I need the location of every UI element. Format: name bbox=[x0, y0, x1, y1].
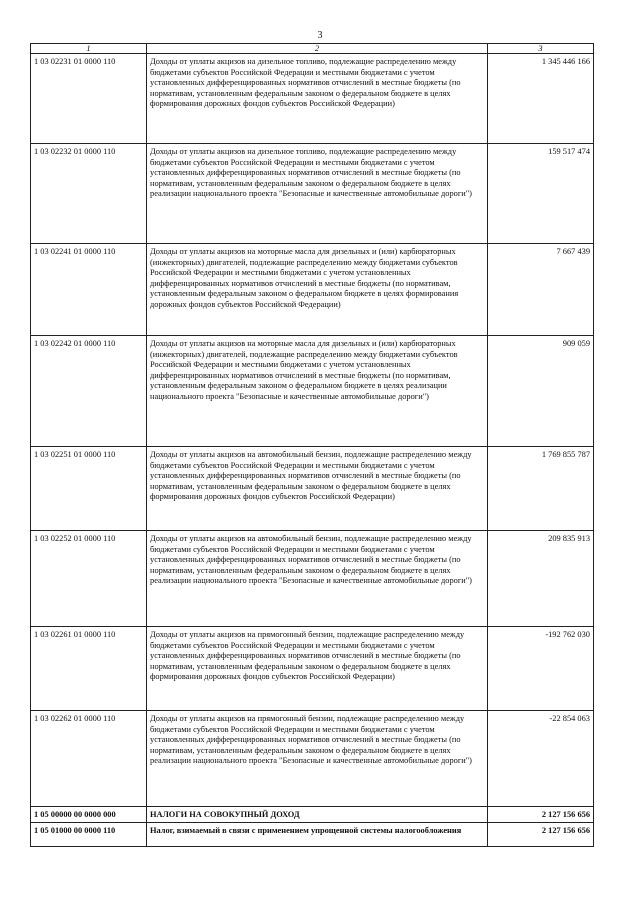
table-row bbox=[31, 711, 594, 807]
row-amount: 1 345 446 166 bbox=[488, 54, 594, 144]
table-header-row bbox=[31, 44, 594, 54]
row-description: Доходы от уплаты акцизов на дизельное топливо, подлежащие распределению между бюджетами субъектов Российской Федерации и местными бюджетами с учетом установленных дифференцированных нормативов отчислений в местные бюджеты (по нормативам, установленным федеральным законом о федеральном бюджете в целях формирования дорожных фондов субъектов Российской Федерации) bbox=[147, 54, 488, 144]
row-amount: 159 517 474 bbox=[488, 144, 594, 244]
table-row bbox=[31, 807, 594, 823]
row-description: Налог, взимаемый в связи с применением упрощенной системы налогообложения bbox=[147, 822, 488, 846]
table-row bbox=[31, 822, 594, 846]
table-row bbox=[31, 144, 594, 244]
row-amount: 209 835 913 bbox=[488, 531, 594, 627]
row-description: Доходы от уплаты акцизов на прямогонный бензин, подлежащие распределению между бюджетами субъектов Российской Федерации и местными бюджетами с учетом установленных дифференцированных нормативов отчислений в местные бюджеты (по нормативам, установленным федеральным законом о федеральном бюджете в целях реализации национального проекта "Безопасные и качественные автомобильные дороги") bbox=[147, 711, 488, 807]
row-description: Доходы от уплаты акцизов на моторные масла для дизельных и (или) карбюраторных (инжекторных) двигателей, подлежащие распределению между бюджетами субъектов Российской Федерации и местными бюджетами с учетом установленных дифференцированных нормативов отчислений в местные бюджеты (по нормативам, установленным федеральным законом о федеральном бюджете в целях реализации национального проекта "Безопасные и качественные автомобильные дороги") bbox=[147, 336, 488, 447]
row-code: 1 03 02231 01 0000 110 bbox=[31, 54, 147, 144]
row-code: 1 03 02251 01 0000 110 bbox=[31, 447, 147, 531]
table-row bbox=[31, 336, 594, 447]
row-amount: -22 854 063 bbox=[488, 711, 594, 807]
table-row bbox=[31, 244, 594, 336]
row-code: 1 03 02252 01 0000 110 bbox=[31, 531, 147, 627]
row-code: 1 03 02262 01 0000 110 bbox=[31, 711, 147, 807]
column-header-description: 2 bbox=[147, 44, 488, 54]
table-row bbox=[31, 54, 594, 144]
row-description: НАЛОГИ НА СОВОКУПНЫЙ ДОХОД bbox=[147, 807, 488, 823]
row-description: Доходы от уплаты акцизов на моторные масла для дизельных и (или) карбюраторных (инжекторных) двигателей, подлежащие распределению между бюджетами субъектов Российской Федерации и местными бюджетами с учетом установленных дифференцированных нормативов отчислений в местные бюджеты (по нормативам, установленным федеральным законом о федеральном бюджете в целях формирования дорожных фондов субъектов Российской Федерации) bbox=[147, 244, 488, 336]
row-amount: 909 059 bbox=[488, 336, 594, 447]
row-description: Доходы от уплаты акцизов на автомобильный бензин, подлежащие распределению между бюджетами субъектов Российской Федерации и местными бюджетами с учетом установленных дифференцированных нормативов отчислений в местные бюджеты (по нормативам, установленным федеральным законом о федеральном бюджете в целях реализации национального проекта "Безопасные и качественные автомобильные дороги") bbox=[147, 531, 488, 627]
row-amount: 7 667 439 bbox=[488, 244, 594, 336]
column-header-amount: 3 bbox=[488, 44, 594, 54]
row-amount: 1 769 855 787 bbox=[488, 447, 594, 531]
table-row bbox=[31, 531, 594, 627]
row-code: 1 05 00000 00 0000 000 bbox=[31, 807, 147, 823]
table-row bbox=[31, 627, 594, 711]
row-description: Доходы от уплаты акцизов на автомобильный бензин, подлежащие распределению между бюджетами субъектов Российской Федерации и местными бюджетами с учетом установленных дифференцированных нормативов отчислений в местные бюджеты (по нормативам, установленным федеральным законом о федеральном бюджете в целях формирования дорожных фондов субъектов Российской Федерации) bbox=[147, 447, 488, 531]
row-amount: -192 762 030 bbox=[488, 627, 594, 711]
page-number: 3 bbox=[317, 30, 323, 41]
row-description: Доходы от уплаты акцизов на прямогонный бензин, подлежащие распределению между бюджетами субъектов Российской Федерации и местными бюджетами с учетом установленных дифференцированных нормативов отчислений в местные бюджеты (по нормативам, установленным федеральным законом о федеральном бюджете в целях формирования дорожных фондов субъектов Российской Федерации) bbox=[147, 627, 488, 711]
row-code: 1 03 02241 01 0000 110 bbox=[31, 244, 147, 336]
row-code: 1 03 02242 01 0000 110 bbox=[31, 336, 147, 447]
row-code: 1 03 02261 01 0000 110 bbox=[31, 627, 147, 711]
row-code: 1 05 01000 00 0000 110 bbox=[31, 822, 147, 846]
row-description: Доходы от уплаты акцизов на дизельное топливо, подлежащие распределению между бюджетами субъектов Российской Федерации и местными бюджетами с учетом установленных дифференцированных нормативов отчислений в местные бюджеты (по нормативам, установленным федеральным законом о федеральном бюджете в целях реализации национального проекта "Безопасные и качественные автомобильные дороги") bbox=[147, 144, 488, 244]
row-amount: 2 127 156 656 bbox=[488, 807, 594, 823]
row-code: 1 03 02232 01 0000 110 bbox=[31, 144, 147, 244]
row-amount: 2 127 156 656 bbox=[488, 822, 594, 846]
table-row bbox=[31, 447, 594, 531]
column-header-code: 1 bbox=[31, 44, 147, 54]
revenue-table bbox=[30, 43, 594, 847]
